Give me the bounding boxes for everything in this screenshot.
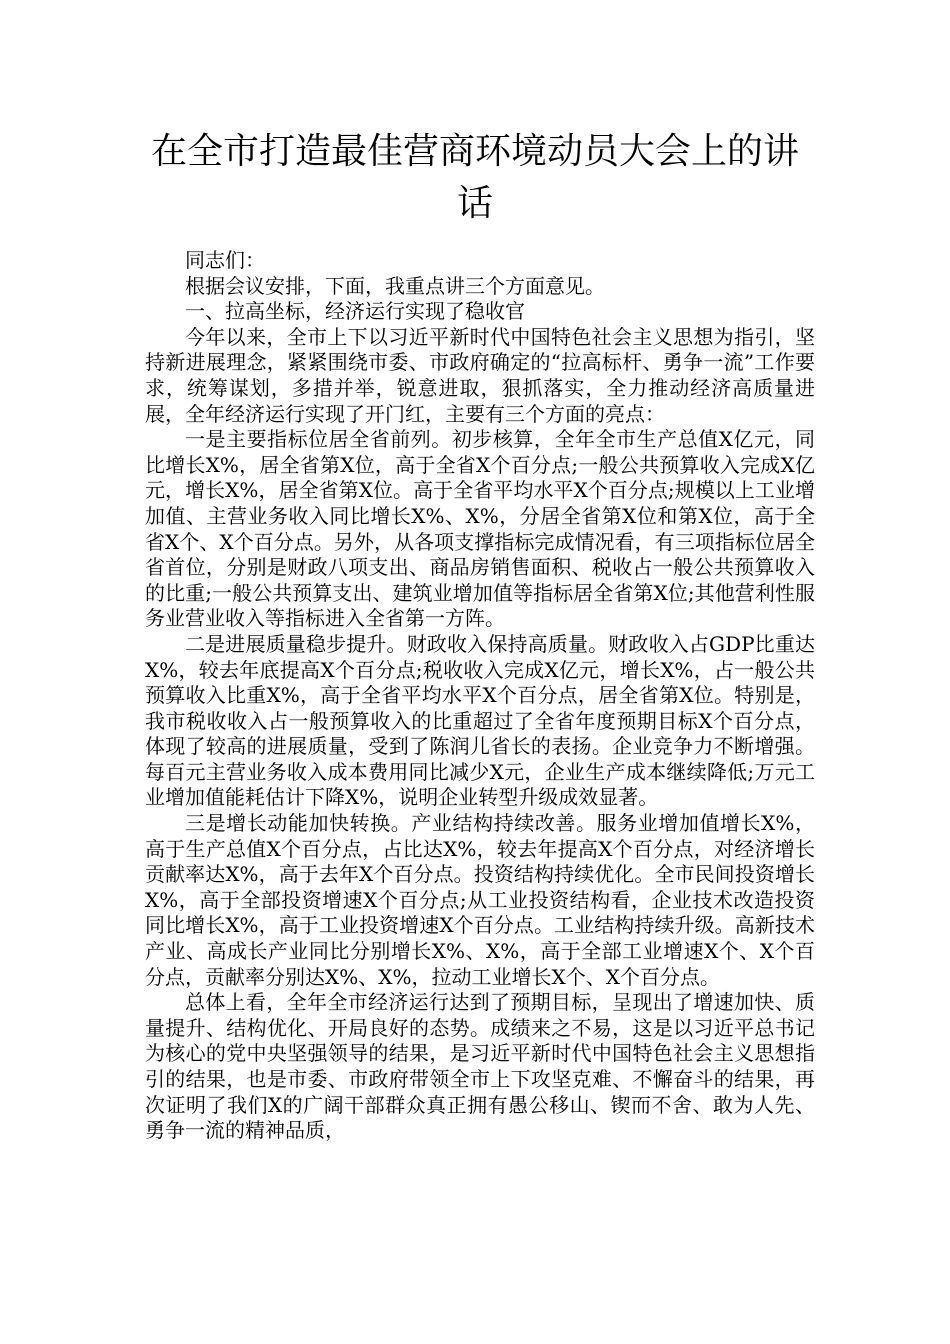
intro-paragraph: 根据会议安排，下面，我重点讲三个方面意见。 xyxy=(185,273,605,298)
body-paragraph: 一是主要指标位居全省前列。初步核算，全年全市生产总值X亿元，同比增长X%，居全省第X位，高于全省X个百分点;一般公共预算收入完成X亿元，增长X%，居全省第X位。高于全省平均水平X个百分点;规模以上工业增加值、主营业务收入同比增长X%、X%，分居全省第X位和第X位，高于全省X个、X个百分点。另外，从各项支撑指标完成情况看，有三项指标位居全省首位，分别是财政八项支出、商品房销售面积、税收占一般公共预算收入的比重;一般公共预算支出、建筑业增加值等指标居全省第X位;其他营利性服务业营业收入等指标进入全省第一方阵。 xyxy=(145,427,815,631)
document-title: 在全市打造最佳营商环境动员大会上的讲话 xyxy=(150,131,799,224)
section-heading: 一、拉高坐标，经济运行实现了稳收官 xyxy=(185,299,525,324)
body-paragraph: 总体上看，全年全市经济运行达到了预期目标，呈现出了增速加快、质量提升、结构优化、开局良好的态势。成绩来之不易，这是以习近平总书记为核心的党中央坚强领导的结果，是习近平新时代中国特色社会主义思想指引的结果，也是市委、市政府带领全市上下攻坚克难、不懈奋斗的结果，再次证明了我们X的广阔干部群众真正拥有愚公移山、锲而不舍、敢为人先、勇争一流的精神品质， xyxy=(145,990,815,1143)
greeting-paragraph: 同志们： xyxy=(185,248,265,272)
body-paragraph: 二是进展质量稳步提升。财政收入保持高质量。财政收入占GDP比重达X%，较去年底提高X个百分点;税收收入完成X亿元，增长X%，占一般公共预算收入比重X%，高于全省平均水平X个百分点，居全省第X位。特别是，我市税收收入占一般预算收入的比重超过了全省年度预期目标X个百分点，体现了较高的进展质量，受到了陈润儿省长的表扬。企业竞争力不断增强。每百元主营业务收入成本费用同比减少X元，企业生产成本继续降低;万元工业增加值能耗估计下降X%，说明企业转型升级成效显著。 xyxy=(145,631,815,810)
body-paragraph: 今年以来，全市上下以习近平新时代中国特色社会主义思想为指引，坚持新进展理念，紧紧围绕市委、市政府确定的“拉高标杆、勇争一流”工作要求，统筹谋划，多措并举，锐意进取，狠抓落实，全力推动经济高质量进展，全年经济运行实现了开门红，主要有三个方面的亮点： xyxy=(145,324,815,426)
body-paragraph: 三是增长动能加快转换。产业结构持续改善。服务业增加值增长X%，高于生产总值X个百分点，占比达X%，较去年提高X个百分点，对经济增长贡献率达X%，高于去年X个百分点。投资结构持续优化。全市民间投资增长X%，高于全部投资增速X个百分点;从工业投资结构看，企业技术改造投资同比增长X%，高于工业投资增速X个百分点。工业结构持续升级。高新技术产业、高成长产业同比分别增长X%、X%，高于全部工业增速X个、X个百分点，贡献率分别达X%、X%，拉动工业增长X个、X个百分点。 xyxy=(145,811,815,989)
document-body xyxy=(145,248,815,1144)
